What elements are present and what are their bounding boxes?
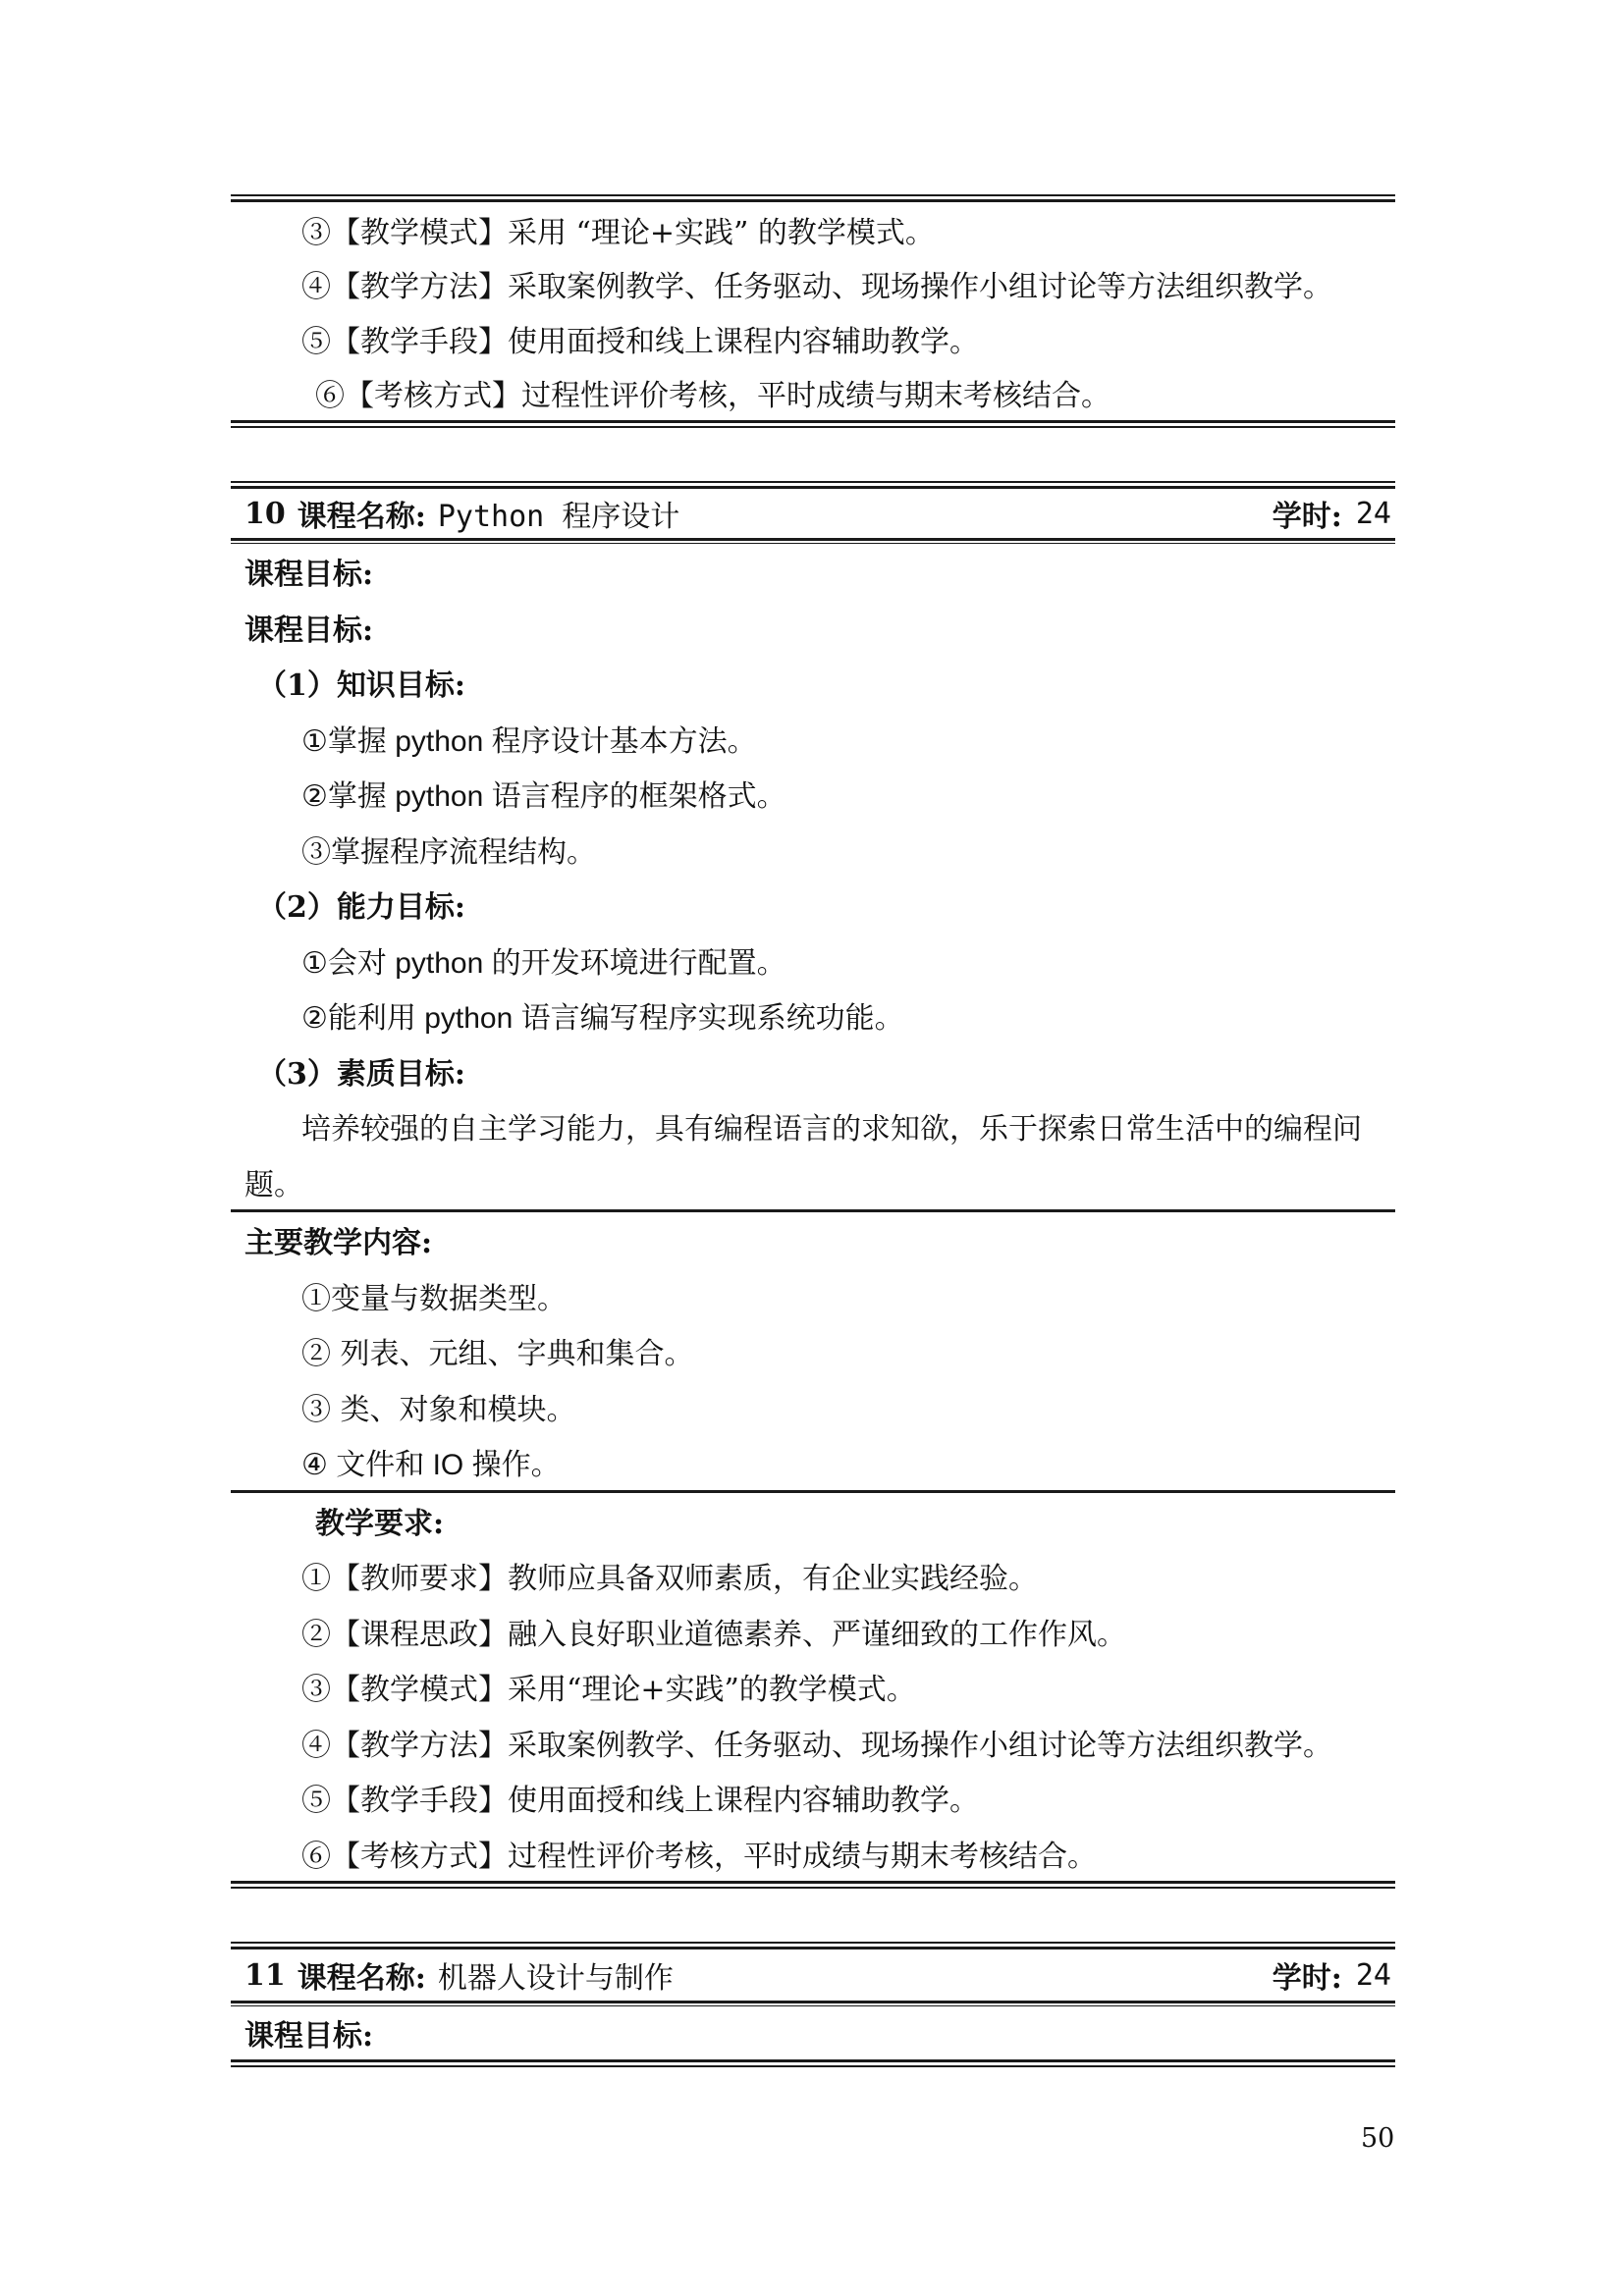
content-heading: 主要教学内容:	[244, 1226, 433, 1261]
course-header-left	[244, 492, 679, 535]
list-item: ①【教师要求】教师应具备双师素质，有企业实践经验。	[301, 1562, 1038, 1597]
requirements-heading: 教学要求:	[315, 1506, 445, 1541]
list-item: ①掌握 python 程序设计基本方法。	[301, 724, 757, 758]
table-border-close	[231, 1881, 1395, 1889]
goal-heading: 课程目标:	[244, 2019, 374, 2054]
hours-label: 学时:	[1272, 500, 1342, 534]
table-border-open	[231, 194, 1395, 202]
list-item: ⑤【教学手段】使用面授和线上课程内容辅助教学。	[301, 324, 979, 359]
ability-heading: （2）能力目标:	[257, 890, 465, 926]
list-item: ②能利用 python 语言编写程序实现系统功能。	[301, 1002, 904, 1036]
list-item: ④【教学方法】采取案例教学、任务驱动、现场操作小组讨论等方法组织教学。	[301, 1728, 1332, 1763]
goal-heading: 课程目标:	[244, 613, 374, 648]
list-item: ②【课程思政】融入良好职业道德素养、严谨细致的工作作风。	[301, 1617, 1126, 1652]
list-item: ⑤【教学手段】使用面授和线上课程内容辅助教学。	[301, 1784, 979, 1819]
course-name-label: 课程名称:	[297, 1961, 426, 1996]
list-item: ③【教学模式】采用 “理论+实践” 的教学模式。	[301, 215, 935, 250]
list-item: ③ 类、对象和模块。	[301, 1392, 576, 1427]
course-header-right	[1272, 492, 1391, 535]
course-header-row	[231, 1949, 1395, 2001]
hours-value: 24	[1355, 1957, 1391, 1993]
list-item: ①会对 python 的开发环境进行配置。	[301, 946, 786, 980]
course-name-label: 课程名称:	[297, 500, 426, 534]
page-number: 50	[1361, 2123, 1395, 2154]
course-title: Python 程序设计	[437, 500, 680, 534]
list-item: ①变量与数据类型。	[301, 1281, 567, 1316]
hours-value: 24	[1355, 496, 1391, 531]
quality-paragraph-line: 题。	[244, 1167, 303, 1202]
list-item: ③掌握程序流程结构。	[301, 834, 596, 870]
course-header-row	[231, 489, 1395, 538]
course-index: 10	[244, 496, 286, 531]
quality-heading: （3）素质目标:	[257, 1056, 465, 1092]
list-item: ⑥【考核方式】过程性评价考核，平时成绩与期末考核结合。	[301, 1839, 1097, 1874]
course-header-right	[1272, 1953, 1391, 1997]
knowledge-heading: （1）知识目标:	[257, 668, 465, 704]
list-item: ④【教学方法】采取案例教学、任务驱动、现场操作小组讨论等方法组织教学。	[301, 270, 1332, 305]
hours-label: 学时:	[1272, 1961, 1342, 1996]
list-item: ⑥【考核方式】过程性评价考核，平时成绩与期末考核结合。	[315, 379, 1110, 414]
course-title: 机器人设计与制作	[437, 1961, 674, 1996]
quality-paragraph-line: 培养较强的自主学习能力，具有编程语言的求知欲，乐于探索日常生活中的编程问	[301, 1112, 1362, 1148]
table-border-open	[231, 481, 1395, 489]
table-border-open	[231, 1942, 1395, 1949]
list-item: ② 列表、元组、字典和集合。	[301, 1337, 694, 1372]
table-border-close	[231, 2059, 1395, 2067]
list-item: ④ 文件和 IO 操作。	[301, 1449, 561, 1482]
course-header-left	[244, 1953, 674, 1997]
course-index: 11	[244, 1957, 286, 1993]
goal-heading: 课程目标:	[244, 558, 374, 593]
document-content	[231, 0, 1395, 2067]
list-item: ③【教学模式】采用“理论+实践”的教学模式。	[301, 1673, 916, 1708]
table-border-close	[231, 420, 1395, 428]
list-item: ②掌握 python 语言程序的框架格式。	[301, 780, 786, 814]
